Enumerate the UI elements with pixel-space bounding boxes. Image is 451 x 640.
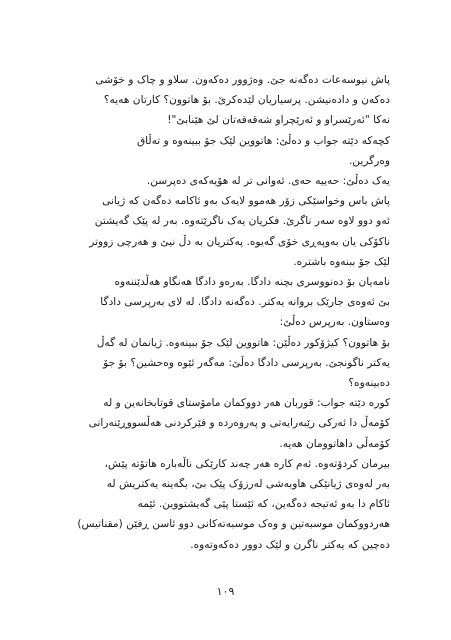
text-line: پاش باس وخواسێکی زۆر هەموو لایەک بەو ئاکامە دەگەن کە ژیانی — [102, 195, 390, 208]
text-line: بەر لەوەی ژیانێکی هاوبەشی لەرزۆک پێک بێ، بگەینە یەکتریش لە — [106, 478, 390, 491]
text-line: پاش نیوسەعات دەگەنە جێ. وەژوور دەکەون. سلاو و چاک و خۆشی — [95, 74, 390, 86]
text-line: لێک جۆ ببنەوە باشترە. — [293, 255, 390, 268]
text-line: بۆ هاتوون؟ کیژۆکور دەڵێن: هاتووین لێک جۆ ببینەوە. ژیانمان لە گەڵ — [96, 336, 390, 349]
text-line: کۆمەڵ دا ئەرکی رێبەرایەتی و پەروەردە و فێرکردنی هەڵسووڕێنەرانی — [88, 417, 390, 430]
paragraph — [62, 333, 390, 394]
paragraph — [62, 272, 390, 333]
text-line: یەکتر ناگونجێ. بەرپرسی دادگا دەڵێ: مەگەر ئێوە وەحشین؟ بۆ جۆ — [103, 356, 390, 369]
paragraph — [62, 131, 390, 171]
paragraph — [62, 70, 390, 131]
paragraph — [62, 191, 390, 272]
text-line: هەردووکمان موسبەتین و وەک موسبەتەکانی دوو ئاسن ڕفێن (مقناتیس) — [77, 518, 390, 531]
text-line: کۆمەڵی داهاتوومان هەیە. — [279, 437, 390, 450]
paragraph — [62, 171, 390, 191]
text-line: نامەیان بۆ دەنووسری بچنە دادگا. بەرەو دادگا هەنگاو هەڵدێننەوە — [114, 276, 390, 289]
text-line: دەبینەوە؟ — [348, 377, 390, 390]
text-line: نەکا "ئەرێسراو و ئەرێچراو شەقەقەتان لێ هێنابێ"! — [167, 114, 390, 127]
body-text — [62, 70, 390, 555]
text-line: ئاکام دا بەو ئەتیجە دەگەین، کە ئێستا پێی گەیشتووین. ئێمە — [137, 498, 390, 511]
text-line: دەچین کە یەکتر ناگرن و لێک دوور دەکەوتەوە. — [190, 538, 390, 551]
text-line: وەستاون. بەرپرس دەڵێ: — [279, 316, 390, 329]
text-line: دەکەن و دادەنیشن. پرسیاریان لێدەکرێ. بۆ هاتوون؟ کارتان هەیە؟ — [103, 94, 390, 107]
text-line: یەک دەڵێ: حەییە حەی. ئەوانی تر لە هۆیەکەی دەپرسن. — [146, 175, 390, 188]
text-line: کورە دێتە جواب: قوربان هەر دووکمان مامۆستای قوتابخانەین و لە — [103, 397, 390, 410]
text-line: بیرمان کردۆتەوە. ئەم کارە هەر چەند کارێکی ناڵەبارە هاتۆتە پێش، — [104, 457, 390, 470]
paragraph — [62, 393, 390, 454]
text-line: بێ ئەوەی جارێک بروانە یەکتر. دەگەنە دادگا. لە لای بەرپرسی دادگا — [100, 296, 390, 309]
page-number: ١٠٩ — [216, 585, 235, 598]
paragraph — [62, 454, 390, 555]
text-line: کچەکە دێتە جواب و دەڵێ: هاتووین لێک جۆ ببینەوە و تەڵاق — [136, 134, 390, 147]
text-line: ناکۆکی یان بەوپەڕی خۆی گەیوە. پەکتریان بە دڵ نیێ و هەرچی زووتر — [89, 235, 390, 248]
text-line: وەرگرین. — [348, 154, 390, 167]
text-line: ئەو دوو لاوە سەر ناگرێ. فکریان یەک ناگرێتەوە. بەر لە پێک گەیشتن — [94, 215, 390, 228]
